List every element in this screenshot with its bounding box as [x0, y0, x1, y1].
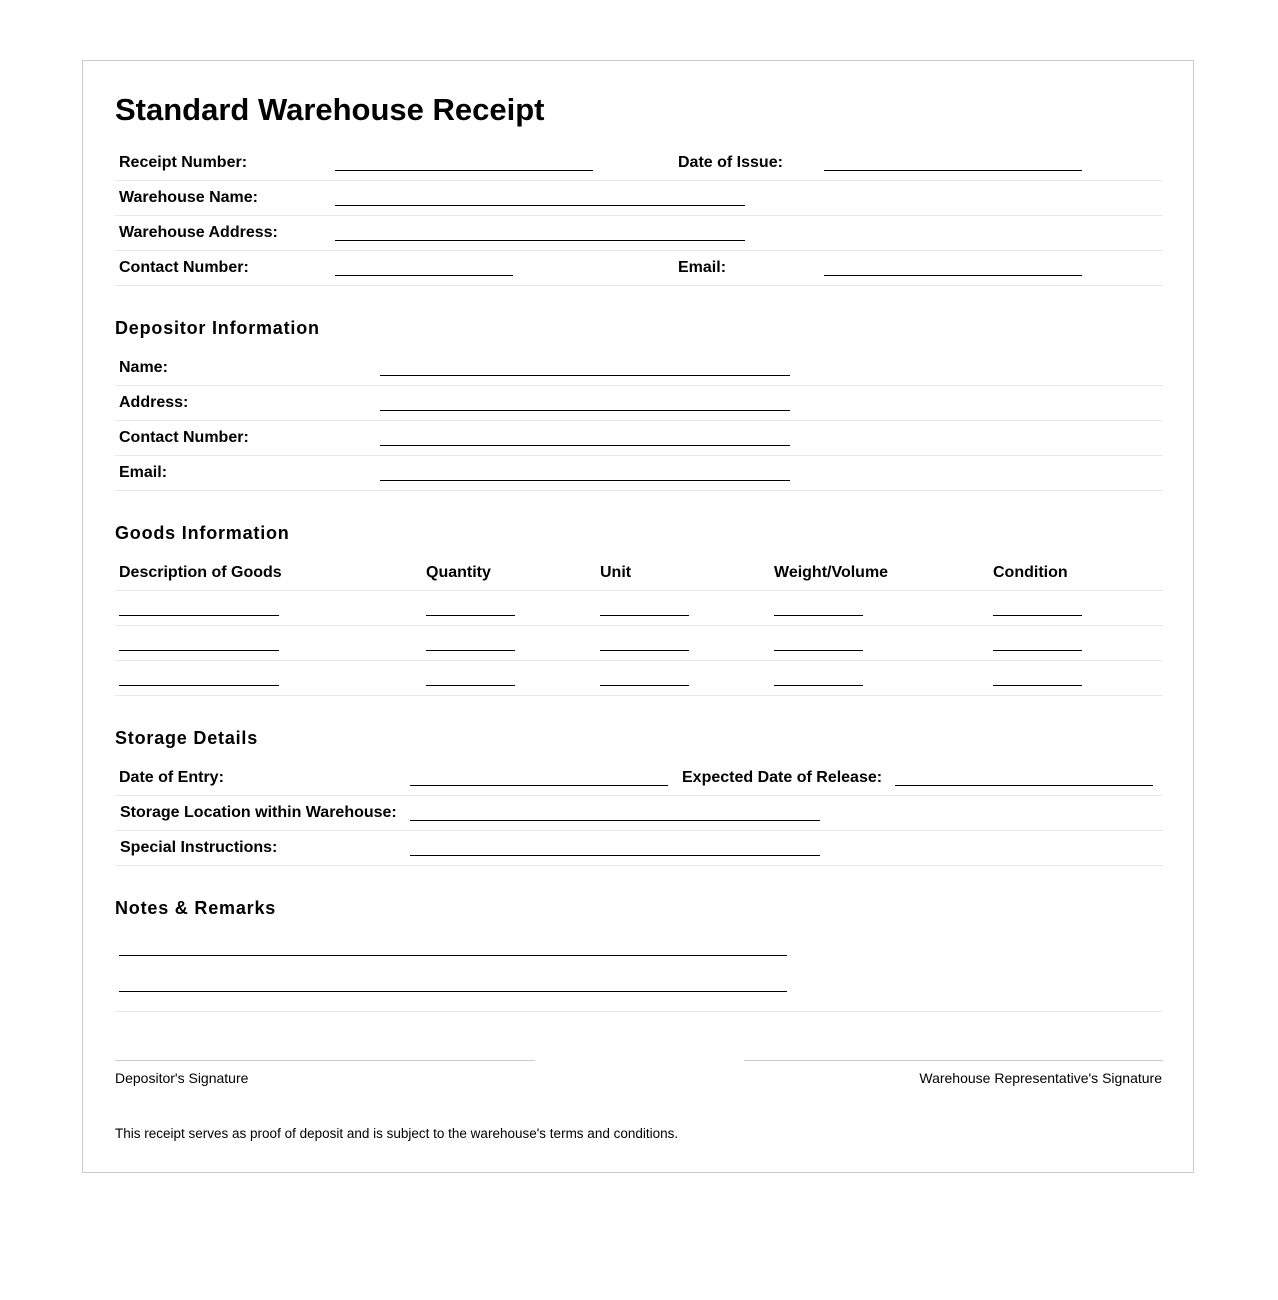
goods-description-field[interactable]: [119, 650, 279, 651]
depositor-email-field[interactable]: [380, 480, 790, 481]
storage-section-heading: Storage Details: [115, 728, 259, 748]
divider: [115, 795, 1163, 796]
divider: [115, 285, 1163, 286]
storage-location-label: Storage Location within Warehouse:: [120, 804, 397, 821]
divider: [115, 625, 1163, 626]
goods-condition-field[interactable]: [993, 685, 1082, 686]
divider: [115, 250, 1163, 251]
divider: [115, 1011, 1163, 1012]
depositor-address-field[interactable]: [380, 410, 790, 411]
goods-section-heading: Goods Information: [115, 523, 290, 543]
warehouse-rep-signature-line[interactable]: [744, 1060, 1163, 1061]
goods-quantity-field[interactable]: [426, 650, 515, 651]
special-instructions-label: Special Instructions:: [120, 839, 278, 856]
divider: [115, 385, 1163, 386]
contact-number-label: Contact Number:: [119, 259, 249, 276]
goods-condition-field[interactable]: [993, 615, 1082, 616]
special-instructions-field[interactable]: [410, 855, 820, 856]
depositor-signature-label: Depositor's Signature: [115, 1070, 249, 1086]
goods-weight-field[interactable]: [774, 650, 863, 651]
warehouse-name-field[interactable]: [335, 205, 745, 206]
goods-quantity-field[interactable]: [426, 685, 515, 686]
goods-weight-field[interactable]: [774, 615, 863, 616]
expected-release-label: Expected Date of Release:: [682, 769, 883, 786]
email-label: Email:: [678, 259, 727, 276]
divider: [115, 455, 1163, 456]
depositor-address-label: Address:: [119, 394, 189, 411]
warehouse-address-field[interactable]: [335, 240, 745, 241]
depositor-contact-label: Contact Number:: [119, 429, 249, 446]
column-header-unit: Unit: [600, 564, 632, 581]
divider: [115, 420, 1163, 421]
depositor-section-heading: Depositor Information: [115, 318, 320, 338]
divider: [115, 490, 1163, 491]
date-of-entry-label: Date of Entry:: [119, 769, 224, 786]
goods-unit-field[interactable]: [600, 685, 689, 686]
date-of-entry-field[interactable]: [410, 785, 668, 786]
column-header-weight-volume: Weight/Volume: [774, 564, 889, 581]
depositor-name-label: Name:: [119, 359, 168, 376]
goods-description-field[interactable]: [119, 615, 279, 616]
divider: [115, 830, 1163, 831]
column-header-description: Description of Goods: [119, 564, 282, 581]
column-header-condition: Condition: [993, 564, 1068, 581]
receipt-number-field[interactable]: [335, 170, 593, 171]
depositor-signature-line[interactable]: [115, 1060, 535, 1061]
divider: [115, 215, 1163, 216]
notes-line-2[interactable]: [119, 991, 787, 992]
goods-description-field[interactable]: [119, 685, 279, 686]
goods-weight-field[interactable]: [774, 685, 863, 686]
receipt-number-label: Receipt Number:: [119, 154, 248, 171]
date-of-issue-field[interactable]: [824, 170, 1082, 171]
goods-unit-field[interactable]: [600, 615, 689, 616]
depositor-contact-field[interactable]: [380, 445, 790, 446]
footer-disclaimer: This receipt serves as proof of deposit and is subject to the warehouse's terms and conditions.: [115, 1126, 679, 1141]
warehouse-name-label: Warehouse Name:: [119, 189, 258, 206]
divider: [115, 590, 1163, 591]
depositor-name-field[interactable]: [380, 375, 790, 376]
goods-unit-field[interactable]: [600, 650, 689, 651]
goods-condition-field[interactable]: [993, 650, 1082, 651]
divider: [115, 865, 1163, 866]
divider: [115, 695, 1163, 696]
divider: [115, 660, 1163, 661]
contact-number-field[interactable]: [335, 275, 513, 276]
warehouse-address-label: Warehouse Address:: [119, 224, 278, 241]
page-title: Standard Warehouse Receipt: [115, 92, 545, 127]
warehouse-receipt-document: [82, 60, 1194, 1173]
divider: [115, 180, 1163, 181]
notes-line-1[interactable]: [119, 955, 787, 956]
column-header-quantity: Quantity: [426, 564, 491, 581]
expected-release-field[interactable]: [895, 785, 1153, 786]
notes-section-heading: Notes & Remarks: [115, 898, 277, 918]
warehouse-rep-signature-label: Warehouse Representative's Signature: [919, 1070, 1162, 1086]
storage-location-field[interactable]: [410, 820, 820, 821]
email-field[interactable]: [824, 275, 1082, 276]
depositor-email-label: Email:: [119, 464, 168, 481]
date-of-issue-label: Date of Issue:: [678, 154, 783, 171]
goods-quantity-field[interactable]: [426, 615, 515, 616]
